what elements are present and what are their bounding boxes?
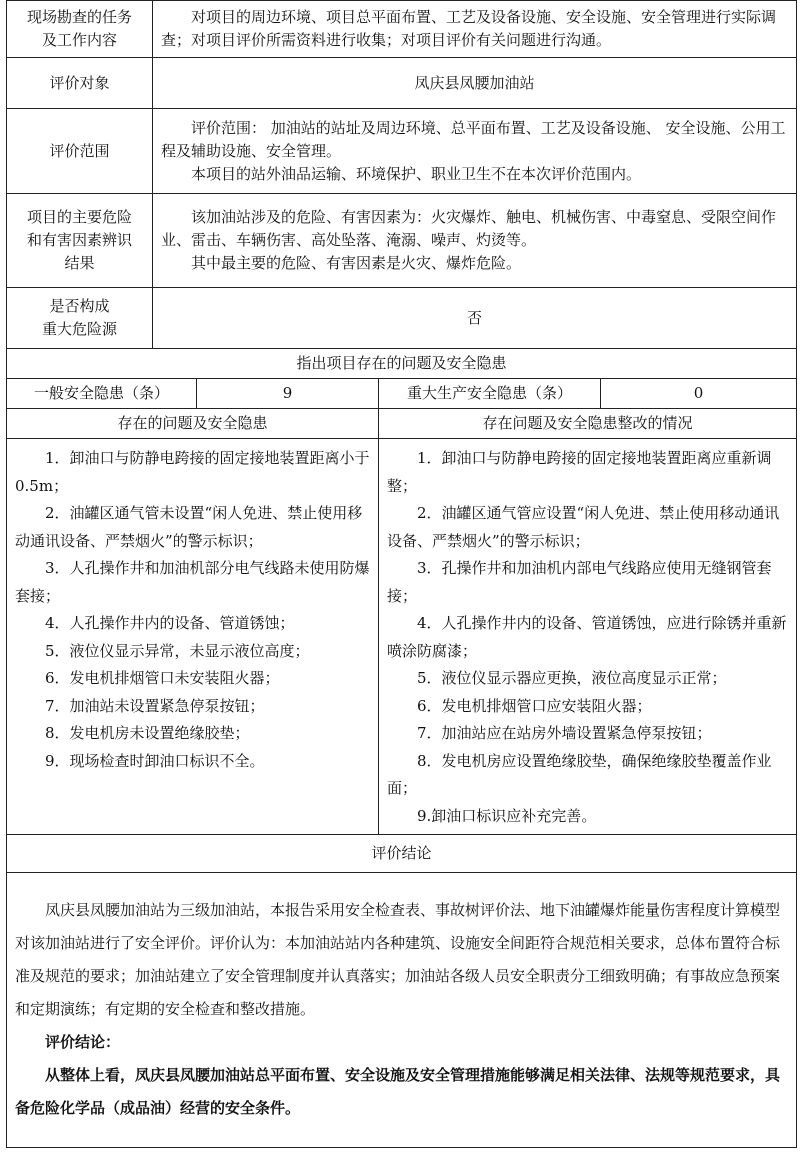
- major-hazard-label-line: 是否构成: [49, 297, 110, 315]
- evaluation-table: [6, 0, 797, 1148]
- problems-list: [7, 439, 379, 835]
- list-item: 5．液位仪显示异常，未显示液位高度；: [45, 641, 310, 660]
- survey-label-line: 现场勘查的任务: [26, 8, 132, 26]
- conclusion-label: 评价结论：: [45, 1032, 121, 1051]
- hazard-para: 其中最主要的危险、有害因素是火灾、爆炸危险。: [191, 254, 522, 272]
- major-hazard-value: 否: [153, 288, 797, 349]
- columns-heading-row: [7, 409, 797, 439]
- scope-row: [7, 109, 797, 194]
- general-hazard-label: 一般安全隐患（条）: [7, 379, 197, 409]
- survey-label: [7, 1, 153, 58]
- conclusion-heading-row: [7, 835, 797, 873]
- issues-heading-row: [7, 349, 797, 379]
- list-item: 3．孔操作井和加油机内部电气线路应使用无缝钢管套接；: [387, 559, 772, 605]
- issues-heading: 指出项目存在的问题及安全隐患: [7, 349, 797, 379]
- scope-text: [153, 109, 797, 194]
- hazard-label-line: 和有害因素辨识: [26, 231, 132, 249]
- object-value: 凤庆县凤腰加油站: [153, 58, 797, 109]
- list-item: 6．发电机排烟管口未安装阻火器；: [45, 669, 280, 687]
- survey-text: 对项目的周边环境、项目总平面布置、工艺及设备设施、安全设施、安全管理进行实际调查；对项目评价所需资料进行收集；对项目评价有关问题进行沟通。: [153, 1, 797, 58]
- conclusion-final: 从整体上看，凤庆县凤腰加油站总平面布置、安全设施及安全管理措施能够满足相关法律、法规等规范要求，具备危险化学品（成品油）经营的安全条件。: [15, 1065, 781, 1117]
- hazard-label-line: 项目的主要危险: [26, 208, 132, 226]
- scope-para: 评价范围： 加油站的站址及周边环境、总平面布置、工艺及设备设施、 安全设施、公用工程及辅助设施、安全管理。: [161, 118, 786, 160]
- list-item: 7．加油站应在站房外墙设置紧急停泵按钮；: [417, 724, 712, 742]
- list-item: 5．液位仪显示器应更换，液位高度显示正常；: [417, 669, 727, 687]
- list-item: 9.卸油口标识应补充完善。: [417, 806, 597, 825]
- conclusion-heading: 评价结论: [7, 835, 797, 873]
- major-hazard-count: 0: [601, 379, 797, 409]
- hazard-text: [153, 194, 797, 288]
- list-item: 1．卸油口与防静电跨接的固定接地装置距离小于0.5m；: [15, 449, 370, 495]
- problems-heading: 存在的问题及安全隐患: [7, 409, 379, 439]
- survey-label-line: 及工作内容: [41, 31, 117, 49]
- survey-row: [7, 1, 797, 58]
- major-hazard-label: [7, 288, 153, 349]
- list-item: 9．现场检查时卸油口标识不全。: [45, 751, 265, 770]
- issue-count-row: [7, 379, 797, 409]
- list-item: 3．人孔操作井和加油机部分电气线路未使用防爆套接；: [15, 559, 370, 605]
- hazard-label-line: 结果: [64, 254, 95, 272]
- object-row: [7, 58, 797, 109]
- scope-para: 本项目的站外油品运输、环境保护、职业卫生不在本次评价范围内。: [191, 164, 642, 183]
- list-item: 4．人孔操作井内的设备、管道锈蚀，应进行除锈并重新喷涂防腐漆；: [387, 614, 787, 660]
- major-hazard-count-label: 重大生产安全隐患（条）: [379, 379, 601, 409]
- rectify-list: [379, 439, 797, 835]
- list-item: 1．卸油口与防静电跨接的固定接地装置距离应重新调整；: [387, 449, 772, 495]
- issues-list-row: [7, 439, 797, 835]
- conclusion-row: [7, 873, 797, 1148]
- list-item: 2．油罐区通气管未设置“闲人免进、禁止使用移动通讯设备、严禁烟火”的警示标识；: [15, 504, 363, 550]
- conclusion-body: 凤庆县凤腰加油站为三级加油站，本报告采用安全检查表、事故树评价法、地下油罐爆炸能量伤害程度计算模型对该加油站进行了安全评价。评价认为：本加油站站内各种建筑、设施安全间距符合规范相关要求，总体布置符合标准及规范的要求；加油站建立了安全管理制度并认真落实；加油站各级人员安全职责分工细致明确；有事故应急预案和定期演练；有定期的安全检查和整改措施。: [15, 900, 781, 1018]
- list-item: 7．加油站未设置紧急停泵按钮；: [45, 696, 265, 715]
- rectify-heading: 存在问题及安全隐患整改的情况: [379, 409, 797, 439]
- hazard-label: [7, 194, 153, 288]
- hazard-row: [7, 194, 797, 288]
- list-item: 2．油罐区通气管应设置“闲人免进、禁止使用移动通讯设备、严禁烟火”的警示标识；: [387, 504, 780, 550]
- hazard-para: 该加油站涉及的危险、有害因素为：火灾爆炸、触电、机械伤害、中毒窒息、受限空间作业、雷击、车辆伤害、高处坠落、淹溺、噪声、灼烫等。: [161, 208, 777, 249]
- major-hazard-label-line: 重大危险源: [41, 320, 117, 338]
- conclusion-text: [7, 873, 797, 1148]
- list-item: 8．发电机房应设置绝缘胶垫，确保绝缘胶垫覆盖作业面；: [387, 751, 772, 797]
- list-item: 4．人孔操作井内的设备、管道锈蚀；: [45, 614, 295, 632]
- scope-label: 评价范围: [7, 109, 153, 194]
- general-hazard-count: 9: [197, 379, 379, 409]
- object-label: 评价对象: [7, 58, 153, 109]
- list-item: 6．发电机排烟管口应安装阻火器；: [417, 696, 652, 715]
- list-item: 8．发电机房未设置绝缘胶垫；: [45, 724, 250, 742]
- major-hazard-row: [7, 288, 797, 349]
